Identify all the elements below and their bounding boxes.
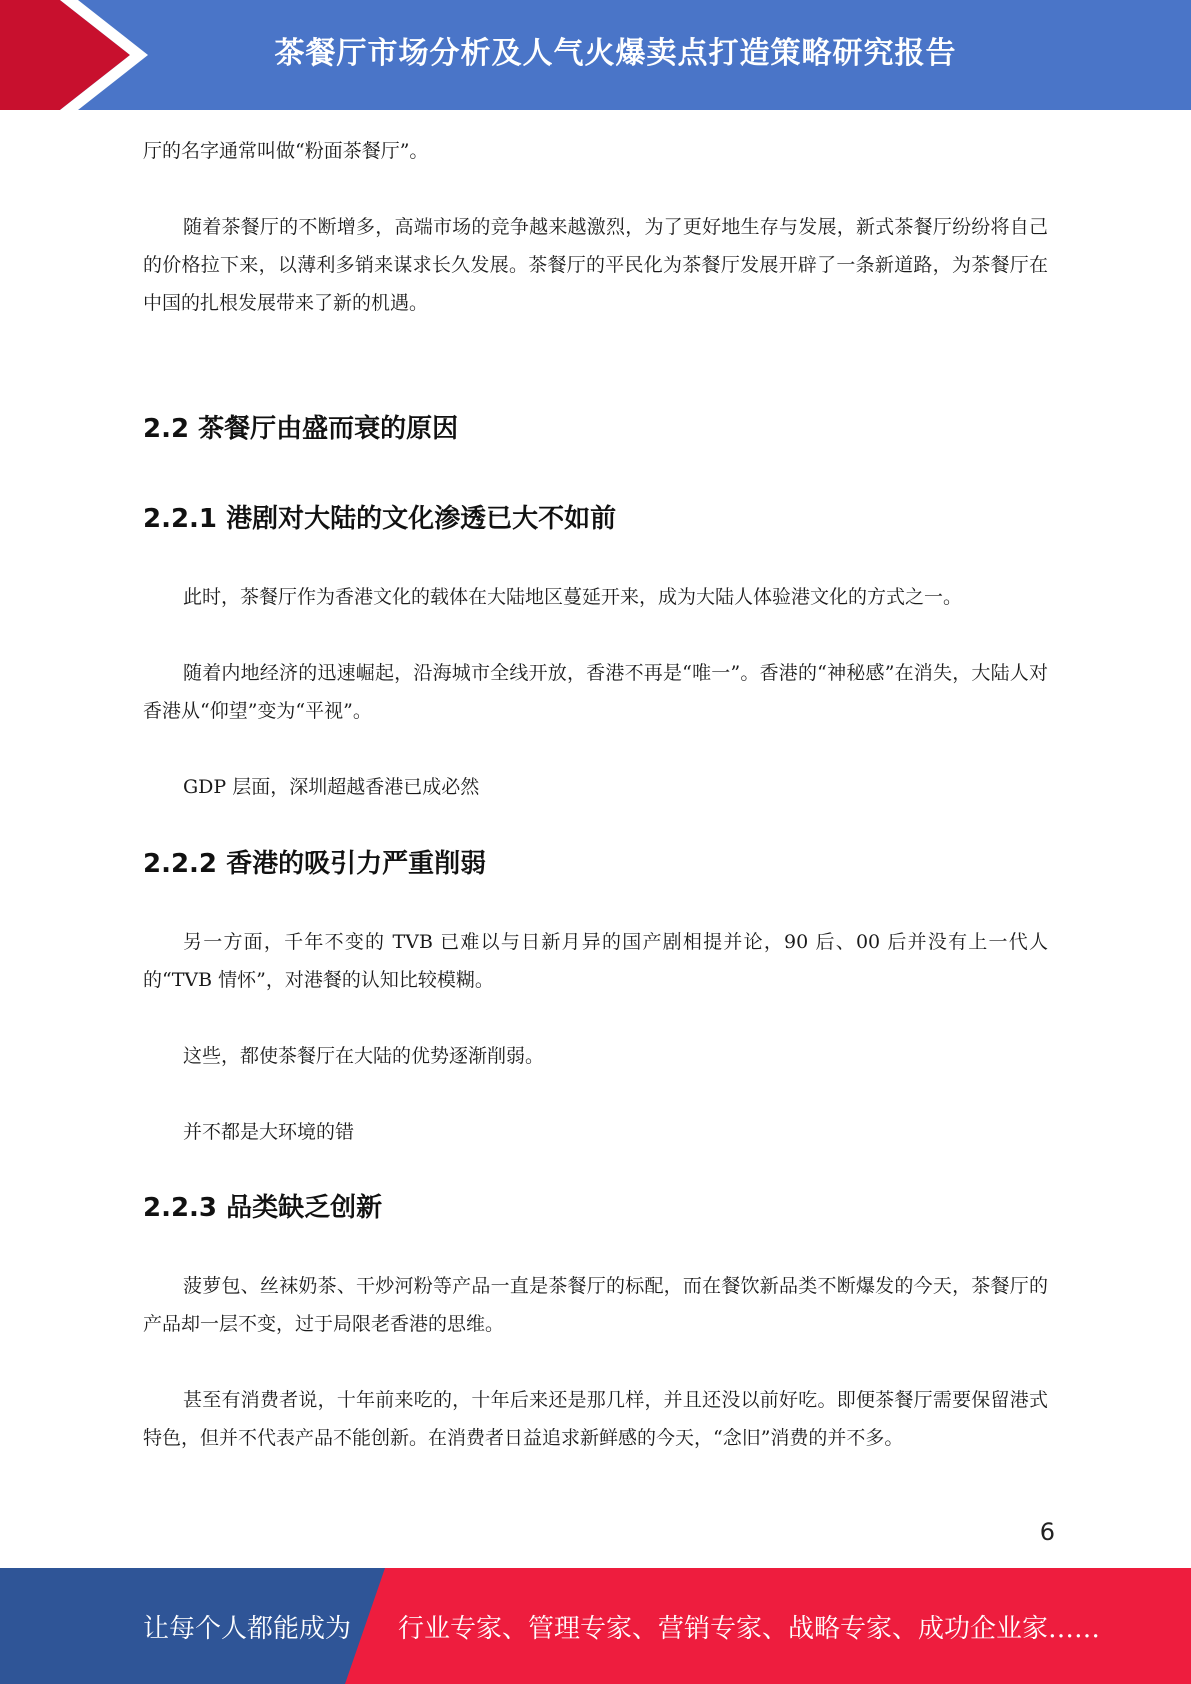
footer-slogan-right: 行业专家、管理专家、营销专家、战略专家、成功企业家…… [398, 1613, 1101, 1644]
paragraph: 这些，都使茶餐厅在大陆的优势逐渐削弱。 [183, 1045, 545, 1067]
paragraph: 厅的名字通常叫做“粉面茶餐厅”。 [143, 140, 429, 162]
subsection-heading: 2.2.3 品类缺乏创新 [143, 1193, 383, 1223]
page-footer [0, 1568, 1191, 1684]
page-number: 6 [1039, 1518, 1055, 1546]
paragraph: 菠萝包、丝袜奶茶、干炒河粉等产品一直是茶餐厅的标配，而在餐饮新品类不断爆发的今天，茶餐厅的产品却一层不变，过于局限老香港的思维。 [143, 1275, 1048, 1335]
paragraph: 并不都是大环境的错 [183, 1121, 355, 1143]
document-title: 茶餐厅市场分析及人气火爆卖点打造策略研究报告 [274, 36, 957, 71]
paragraph: 此时，茶餐厅作为香港文化的载体在大陆地区蔓延开来，成为大陆人体验港文化的方式之一。 [183, 586, 963, 608]
section-heading: 2.2 茶餐厅由盛而衰的原因 [143, 414, 459, 444]
paragraph: GDP 层面，深圳超越香港已成必然 [183, 776, 480, 798]
paragraph: 另一方面，千年不变的 TVB 已难以与日新月异的国产剧相提并论，90 后、00 后并没有上一代人的“TVB 情怀”，对港餐的认知比较模糊。 [143, 931, 1048, 991]
paragraph: 甚至有消费者说，十年前来吃的，十年后来还是那几样，并且还没以前好吃。即便茶餐厅需要保留港式特色，但并不代表产品不能创新。在消费者日益追求新鲜感的今天，“念旧”消费的并不多。 [143, 1389, 1048, 1449]
page-header [0, 0, 1191, 110]
paragraph: 随着内地经济的迅速崛起，沿海城市全线开放，香港不再是“唯一”。香港的“神秘感”在消失，大陆人对香港从“仰望”变为“平视”。 [143, 662, 1048, 722]
paragraph: 随着茶餐厅的不断增多，高端市场的竞争越来越激烈，为了更好地生存与发展，新式茶餐厅纷纷将自己的价格拉下来，以薄利多销来谋求长久发展。茶餐厅的平民化为茶餐厅发展开辟了一条新道路，为茶餐厅在中国的扎根发展带来了新的机遇。 [143, 216, 1048, 314]
footer-slogan-left: 让每个人都能成为 [143, 1613, 352, 1644]
subsection-heading: 2.2.2 香港的吸引力严重削弱 [143, 849, 487, 879]
subsection-heading: 2.2.1 港剧对大陆的文化渗透已大不如前 [143, 504, 617, 534]
